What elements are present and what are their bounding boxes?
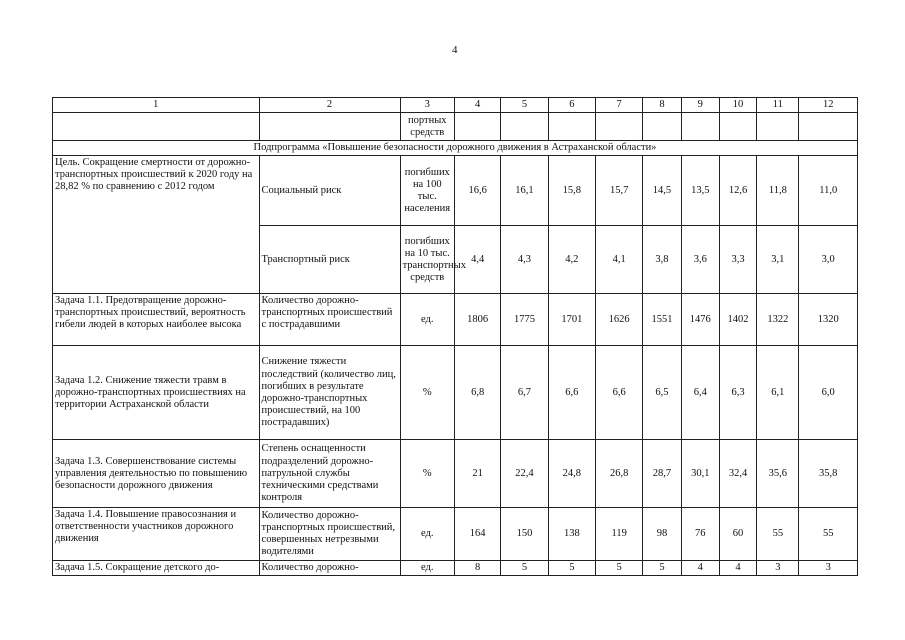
value-cell: 3,3	[719, 226, 756, 294]
indicator-cell: Степень оснащенности подразделений дорожно-патрульной службы техническими средствами контроля	[259, 440, 400, 508]
table-row	[53, 156, 858, 226]
value-cell: 4,4	[454, 226, 500, 294]
unit-cell: погибших на 100 тыс. населения	[400, 156, 454, 226]
header-cell: 4	[454, 98, 500, 113]
goal-cell: Цель. Сокращение смертности от дорожно-транспортных происшествий к 2020 году на 28,82 % по сравнению с 2012 годом	[53, 156, 260, 294]
header-row	[53, 98, 858, 113]
value-cell: 164	[454, 508, 500, 561]
value-cell: 30,1	[681, 440, 719, 508]
value-cell: 15,7	[596, 156, 643, 226]
value-cell: 4	[681, 561, 719, 576]
header-cell: 8	[643, 98, 681, 113]
value-cell: 14,5	[643, 156, 681, 226]
goal-cell: Задача 1.1. Предотвращение дорожно-транспортных происшествий, вероятность гибели людей в которых наиболее высока	[53, 294, 260, 346]
table-row	[53, 561, 858, 576]
value-cell: 3,0	[799, 226, 858, 294]
header-cell: 1	[53, 98, 260, 113]
value-cell: 6,5	[643, 346, 681, 440]
value-cell: 5	[643, 561, 681, 576]
value-cell: 6,6	[596, 346, 643, 440]
value-cell: 3,6	[681, 226, 719, 294]
value-cell: 98	[643, 508, 681, 561]
value-cell: 3	[799, 561, 858, 576]
value-cell: 8	[454, 561, 500, 576]
value-cell: 3	[757, 561, 799, 576]
value-cell: 13,5	[681, 156, 719, 226]
value-cell: 55	[799, 508, 858, 561]
value-cell: 6,1	[757, 346, 799, 440]
table-row	[53, 294, 858, 346]
header-cell: 7	[596, 98, 643, 113]
value-cell: 26,8	[596, 440, 643, 508]
value-cell: 1402	[719, 294, 756, 346]
unit-cell: ед.	[400, 294, 454, 346]
table-row	[53, 440, 858, 508]
value-cell: 3,8	[643, 226, 681, 294]
value-cell: 35,8	[799, 440, 858, 508]
header-cell: 10	[719, 98, 756, 113]
page-number: 4	[452, 44, 458, 56]
header-cell: 9	[681, 98, 719, 113]
indicator-cell: Транспортный риск	[259, 226, 400, 294]
continuation-unit: портных средств	[400, 113, 454, 141]
value-cell: 5	[596, 561, 643, 576]
value-cell: 15,8	[548, 156, 595, 226]
value-cell: 6,3	[719, 346, 756, 440]
value-cell: 55	[757, 508, 799, 561]
header-cell: 12	[799, 98, 858, 113]
unit-cell: ед.	[400, 508, 454, 561]
value-cell: 11,0	[799, 156, 858, 226]
value-cell: 1476	[681, 294, 719, 346]
value-cell: 150	[501, 508, 548, 561]
value-cell: 11,8	[757, 156, 799, 226]
indicators-table	[52, 97, 858, 576]
unit-cell: %	[400, 440, 454, 508]
header-cell: 3	[400, 98, 454, 113]
value-cell: 12,6	[719, 156, 756, 226]
indicator-cell: Количество дорожно-	[259, 561, 400, 576]
value-cell: 5	[548, 561, 595, 576]
value-cell: 138	[548, 508, 595, 561]
indicator-cell: Социальный риск	[259, 156, 400, 226]
value-cell: 1775	[501, 294, 548, 346]
table-row	[53, 508, 858, 561]
value-cell: 32,4	[719, 440, 756, 508]
value-cell: 4,1	[596, 226, 643, 294]
header-cell: 6	[548, 98, 595, 113]
value-cell: 3,1	[757, 226, 799, 294]
indicator-cell: Количество дорожно-транспортных происшествий, совершенных нетрезвыми водителями	[259, 508, 400, 561]
continuation-row	[53, 113, 858, 141]
value-cell: 6,4	[681, 346, 719, 440]
value-cell: 35,6	[757, 440, 799, 508]
value-cell: 1551	[643, 294, 681, 346]
unit-cell: %	[400, 346, 454, 440]
table-row	[53, 346, 858, 440]
goal-cell: Задача 1.5. Сокращение детского до-	[53, 561, 260, 576]
value-cell: 1320	[799, 294, 858, 346]
subprogram-row	[53, 141, 858, 156]
value-cell: 24,8	[548, 440, 595, 508]
value-cell: 21	[454, 440, 500, 508]
value-cell: 76	[681, 508, 719, 561]
value-cell: 6,8	[454, 346, 500, 440]
value-cell: 1626	[596, 294, 643, 346]
value-cell: 4,3	[501, 226, 548, 294]
goal-cell: Задача 1.4. Повышение правосознания и ответственности участников дорожного движения	[53, 508, 260, 561]
value-cell: 6,7	[501, 346, 548, 440]
value-cell: 119	[596, 508, 643, 561]
value-cell: 22,4	[501, 440, 548, 508]
value-cell: 28,7	[643, 440, 681, 508]
value-cell: 4	[719, 561, 756, 576]
value-cell: 4,2	[548, 226, 595, 294]
value-cell: 16,6	[454, 156, 500, 226]
unit-cell: ед.	[400, 561, 454, 576]
header-cell: 5	[501, 98, 548, 113]
header-cell: 11	[757, 98, 799, 113]
value-cell: 1322	[757, 294, 799, 346]
value-cell: 1806	[454, 294, 500, 346]
subprogram-title: Подпрограмма «Повышение безопасности дорожного движения в Астраханской области»	[53, 141, 858, 156]
unit-cell: погибших на 10 тыс. транспортных средств	[400, 226, 454, 294]
value-cell: 60	[719, 508, 756, 561]
goal-cell: Задача 1.3. Совершенствование системы управления деятельностью по повышению безопасности дорожного движения	[53, 440, 260, 508]
value-cell: 1701	[548, 294, 595, 346]
value-cell: 16,1	[501, 156, 548, 226]
indicator-cell: Количество дорожно-транспортных происшествий с пострадавшими	[259, 294, 400, 346]
value-cell: 6,0	[799, 346, 858, 440]
value-cell: 5	[501, 561, 548, 576]
value-cell: 6,6	[548, 346, 595, 440]
goal-cell: Задача 1.2. Снижение тяжести травм в дорожно-транспортных происшествиях на территории Астраханской области	[53, 346, 260, 440]
header-cell: 2	[259, 98, 400, 113]
indicator-cell: Снижение тяжести последствий (количество лиц, погибших в результате дорожно-транспортных происшествий, на 100 пострадавших)	[259, 346, 400, 440]
